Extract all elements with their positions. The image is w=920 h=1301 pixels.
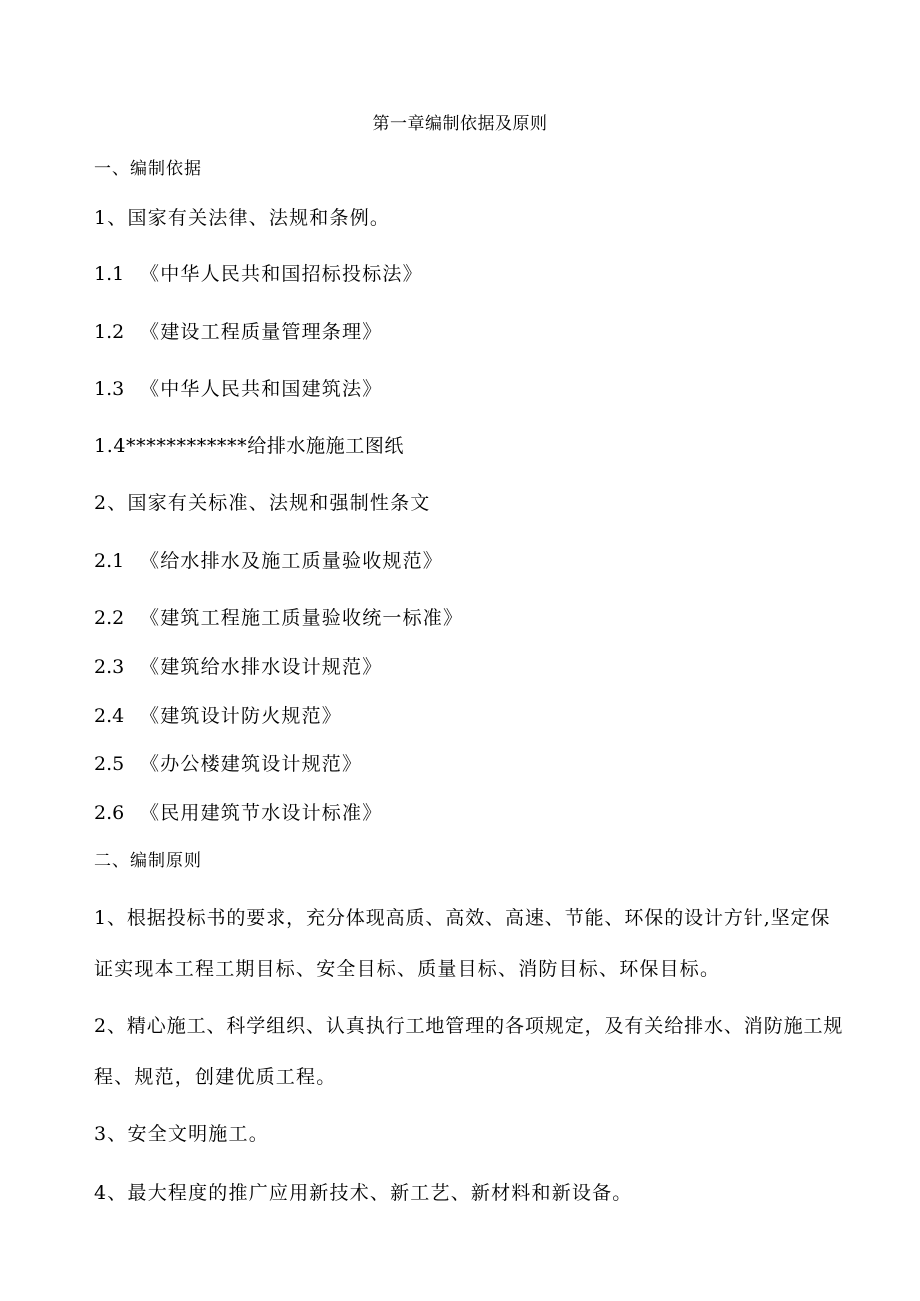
list-item-text: 《中华人民共和国招标投标法》 bbox=[140, 263, 423, 285]
list-item-text: 《办公楼建筑设计规范》 bbox=[140, 753, 363, 775]
paragraph-1-line-1: 1、根据投标书的要求，充分体现高质、高效、高速、节能、环保的设计方针,坚定保 bbox=[94, 907, 831, 929]
list-item-number: 1.1 bbox=[94, 263, 125, 285]
list-item bbox=[94, 606, 463, 630]
paragraph-4: 4、最大程度的推广应用新技术、新工艺、新材料和新设备。 bbox=[94, 1182, 633, 1204]
list-item bbox=[94, 549, 443, 573]
list-item-text: 《给水排水及施工质量验收规范》 bbox=[140, 550, 444, 572]
list-item bbox=[94, 320, 382, 344]
list-item-number: 1.3 bbox=[94, 378, 125, 400]
list-item-number: 2.5 bbox=[94, 753, 125, 775]
list-item-number: 2.6 bbox=[94, 802, 125, 824]
list-item bbox=[94, 801, 382, 825]
chapter-title: 第一章编制依据及原则 bbox=[372, 114, 548, 134]
list-item-number: 2.4 bbox=[94, 705, 125, 727]
paragraph-2-line-1: 2、精心施工、科学组织、认真执行工地管理的各项规定，及有关给排水、消防施工规 bbox=[94, 1015, 844, 1037]
list-item-text: 《建筑设计防火规范》 bbox=[140, 705, 343, 727]
list-item-text: 《建筑工程施工质量验收统一标准》 bbox=[140, 607, 464, 629]
list-item-text: 《中华人民共和国建筑法》 bbox=[140, 378, 383, 400]
paragraph-3: 3、安全文明施工。 bbox=[94, 1123, 269, 1145]
list-item-drawings: 1.4************给排水施施工图纸 bbox=[94, 435, 405, 457]
list-item-number: 1.2 bbox=[94, 321, 125, 343]
list-item-number: 2.2 bbox=[94, 607, 125, 629]
paragraph-1-line-2: 证实现本工程工期目标、安全目标、质量目标、消防目标、环保目标。 bbox=[94, 958, 721, 980]
section-heading-principles: 二、编制原则 bbox=[94, 851, 202, 871]
paragraph-2-line-2: 程、规范，创建优质工程。 bbox=[94, 1066, 337, 1088]
list-item bbox=[94, 752, 362, 776]
list-item-text: 《民用建筑节水设计标准》 bbox=[140, 802, 383, 824]
list-item bbox=[94, 377, 382, 401]
list-item-text: 《建筑给水排水设计规范》 bbox=[140, 656, 383, 678]
section-heading-basis: 一、编制依据 bbox=[94, 159, 202, 179]
list-item-text: 《建设工程质量管理条理》 bbox=[140, 321, 383, 343]
group-heading-laws: 1、国家有关法律、法规和条例。 bbox=[94, 207, 391, 229]
list-item bbox=[94, 704, 342, 728]
list-item-number: 2.3 bbox=[94, 656, 125, 678]
list-item-number: 2.1 bbox=[94, 550, 125, 572]
group-heading-standards: 2、国家有关标准、法规和强制性条文 bbox=[94, 492, 431, 514]
list-item bbox=[94, 655, 382, 679]
list-item bbox=[94, 262, 423, 286]
